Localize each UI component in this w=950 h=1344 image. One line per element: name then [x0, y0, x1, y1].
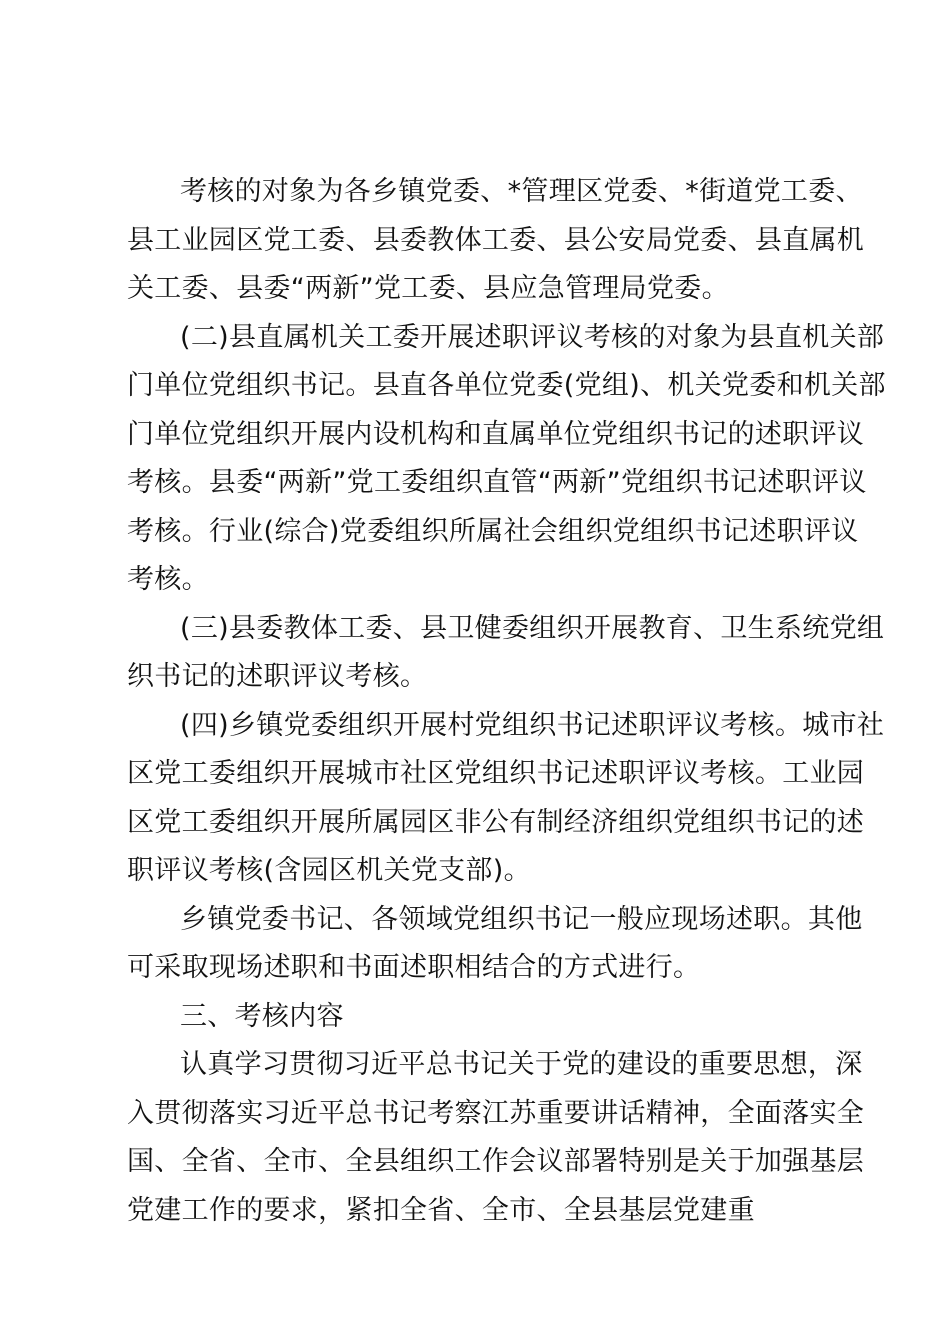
text-line: 门单位党组织书记。县直各单位党委(党组)、机关党委和机关部	[127, 370, 886, 401]
text-line: 考核。行业(综合)党委组织所属社会组织党组织书记述职评议	[127, 515, 859, 547]
document-body	[127, 168, 886, 1235]
section-heading: 三、考核内容	[180, 1000, 344, 1032]
text-line: 区党工委组织开展城市社区党组织书记述职评议考核。工业园	[127, 758, 865, 789]
text-line: 织书记的述职评议考核。	[127, 661, 428, 692]
text-line: 区党工委组织开展所属园区非公有制经济组织党组织书记的述	[127, 806, 865, 838]
text-line: 可采取现场述职和书面述职相结合的方式进行。	[127, 952, 701, 983]
text-line: 认真学习贯彻习近平总书记关于党的建设的重要思想，深	[180, 1049, 863, 1080]
text-line: 党建工作的要求，紧扣全省、全市、全县基层党建重	[127, 1194, 755, 1226]
text-line: 职评议考核(含园区机关党支部)。	[127, 855, 531, 886]
text-line: 国、全省、全市、全县组织工作会议部署特别是关于加强基层	[127, 1146, 865, 1177]
text-line: 考核。	[127, 564, 209, 595]
text-line: 乡镇党委书记、各领域党组织书记一般应现场述职。其他	[180, 903, 863, 935]
text-line: (二)县直属机关工委开展述职评议考核的对象为县直机关部	[180, 321, 885, 353]
text-line: 县工业园区党工委、县委教体工委、县公安局党委、县直属机	[127, 224, 865, 256]
text-line: 门单位党组织开展内设机构和直属单位党组织书记的述职评议	[127, 418, 865, 450]
text-line: 入贯彻落实习近平总书记考察江苏重要讲话精神，全面落实全	[127, 1097, 865, 1129]
text-line: 考核的对象为各乡镇党委、*管理区党委、*街道党工委、	[180, 176, 863, 207]
text-line: (四)乡镇党委组织开展村党组织书记述职评议考核。城市社	[180, 709, 885, 741]
text-line: 考核。县委“两新”党工委组织直管“两新”党组织书记述职评议	[127, 467, 867, 498]
text-line: 关工委、县委“两新”党工委、县应急管理局党委。	[127, 273, 729, 304]
text-line: (三)县委教体工委、县卫健委组织开展教育、卫生系统党组	[180, 612, 885, 644]
